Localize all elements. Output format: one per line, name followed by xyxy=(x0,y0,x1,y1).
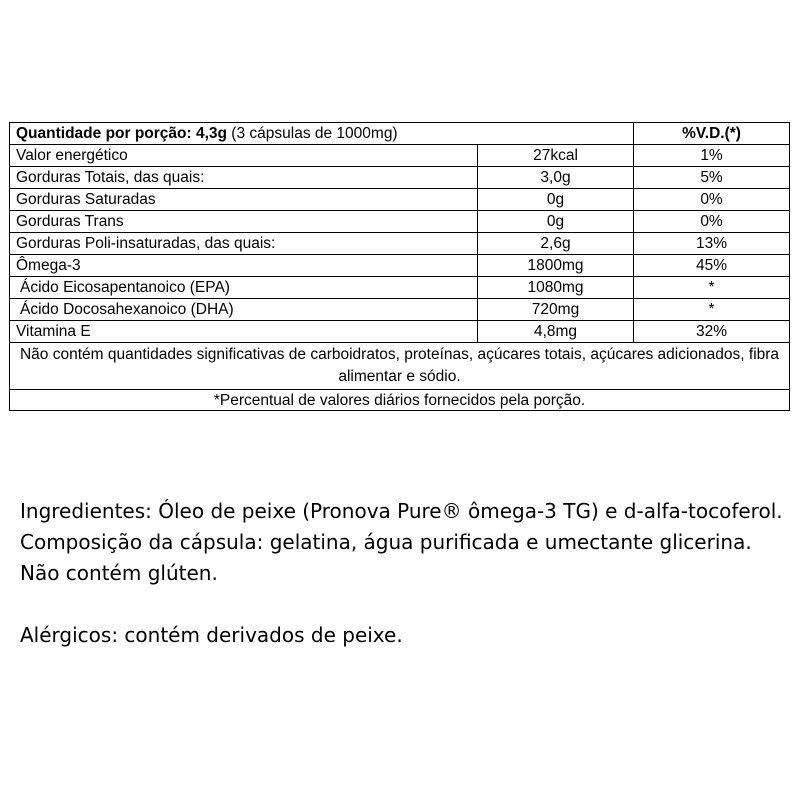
not-significant-note: Não contém quantidades significativas de carboidratos, proteínas, açúcares totais, açúcares adicionados, fibra alimentar e sódio. xyxy=(10,343,790,390)
nutrient-name: Gorduras Saturadas xyxy=(10,189,478,211)
serving-size-label: Quantidade por porção: 4,3g xyxy=(16,125,227,142)
nutrient-amount: 0g xyxy=(478,211,634,233)
nutrient-amount: 27kcal xyxy=(478,145,634,167)
nutrient-name: Gorduras Poli-insaturadas, das quais: xyxy=(10,233,478,255)
table-row xyxy=(10,167,790,189)
nutrient-dv: 32% xyxy=(634,321,790,343)
serving-size-cell xyxy=(10,123,634,145)
table-row xyxy=(10,299,790,321)
nutrient-name: Ômega-3 xyxy=(10,255,478,277)
daily-value-header: %V.D.(*) xyxy=(634,123,790,145)
nutrient-amount: 1800mg xyxy=(478,255,634,277)
table-footnote-row xyxy=(10,390,790,411)
table-note-row xyxy=(10,343,790,390)
nutrient-amount: 0g xyxy=(478,189,634,211)
daily-value-footnote: *Percentual de valores diários fornecidos pela porção. xyxy=(10,390,790,411)
nutrition-facts-table xyxy=(9,122,790,411)
table-row xyxy=(10,255,790,277)
serving-size-detail: (3 cápsulas de 1000mg) xyxy=(227,125,398,142)
ingredients-text: Ingredientes: Óleo de peixe (Pronova Pure® ômega-3 TG) e d-alfa-tocoferol. xyxy=(20,499,783,523)
table-row xyxy=(10,189,790,211)
table-row xyxy=(10,233,790,255)
nutrient-amount: 4,8mg xyxy=(478,321,634,343)
nutrient-dv: 0% xyxy=(634,189,790,211)
nutrient-name: Ácido Eicosapentanoico (EPA) xyxy=(10,277,478,299)
nutrient-name: Gorduras Trans xyxy=(10,211,478,233)
nutrient-dv: * xyxy=(634,299,790,321)
nutrient-dv: 45% xyxy=(634,255,790,277)
nutrient-name: Ácido Docosahexanoico (DHA) xyxy=(10,299,478,321)
capsule-composition-text: Composição da cápsula: gelatina, água purificada e umectante glicerina. Não contém glúten. xyxy=(20,530,752,585)
table-row xyxy=(10,211,790,233)
nutrient-amount: 2,6g xyxy=(478,233,634,255)
nutrient-dv: 13% xyxy=(634,233,790,255)
nutrient-name: Vitamina E xyxy=(10,321,478,343)
nutrient-dv: 5% xyxy=(634,167,790,189)
nutrient-name: Gorduras Totais, das quais: xyxy=(10,167,478,189)
nutrient-dv: 0% xyxy=(634,211,790,233)
nutrient-amount: 720mg xyxy=(478,299,634,321)
nutrient-dv: 1% xyxy=(634,145,790,167)
nutrient-name: Valor energético xyxy=(10,145,478,167)
table-row xyxy=(10,277,790,299)
product-info xyxy=(20,496,790,651)
table-row xyxy=(10,145,790,167)
table-row xyxy=(10,321,790,343)
nutrient-dv: * xyxy=(634,277,790,299)
allergens-text: Alérgicos: contém derivados de peixe. xyxy=(20,623,403,647)
table-header-row xyxy=(10,123,790,145)
nutrient-amount: 1080mg xyxy=(478,277,634,299)
nutrient-amount: 3,0g xyxy=(478,167,634,189)
